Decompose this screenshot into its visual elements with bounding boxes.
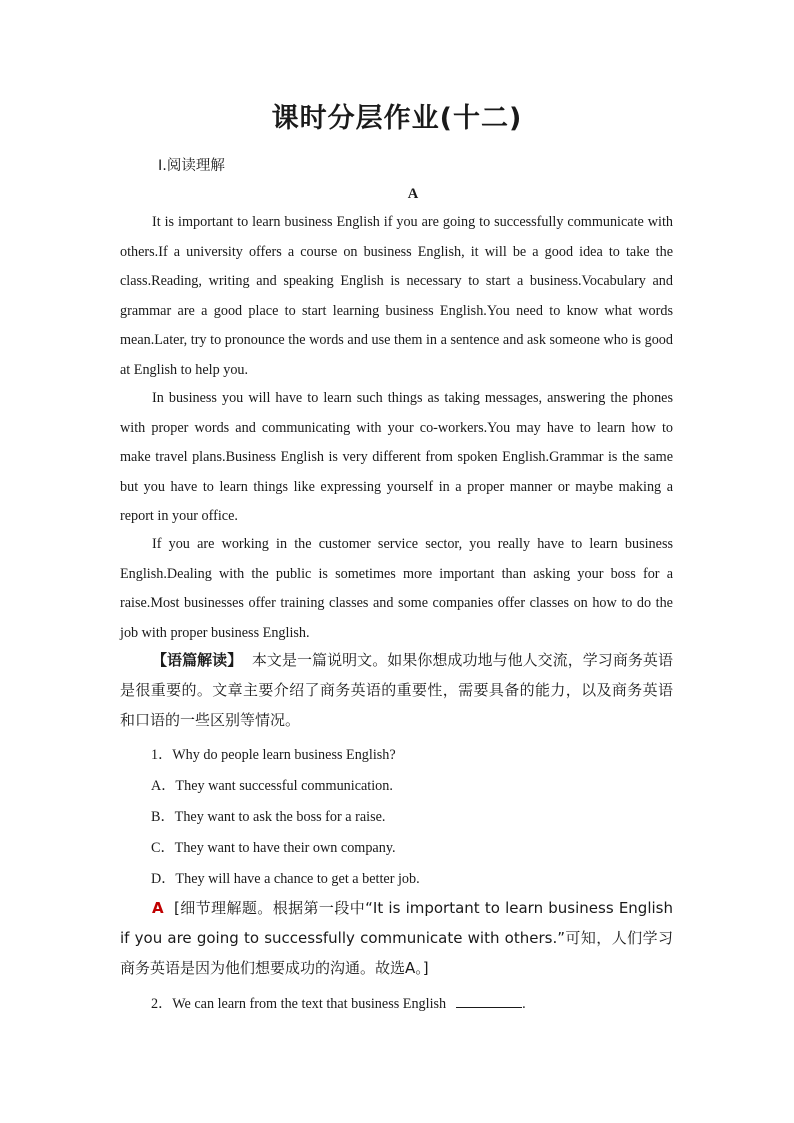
question-1-option-b: B．They want to ask the boss for a raise.	[151, 809, 386, 825]
question-2-period: .	[522, 996, 526, 1012]
section-heading: Ⅰ.阅读理解	[158, 158, 225, 174]
question-1-option-d: D．They will have a chance to get a better job.	[151, 871, 420, 887]
passage-analysis	[120, 645, 673, 735]
question-1-explanation: [细节理解题。根据第一段中“It is important to learn business English if you are going to successfully communicate with others.”可知，人们学习商务英语是因为他们想要成功的沟通。故选A。]	[120, 899, 673, 977]
analysis-text: 本文是一篇说明文。如果你想成功地与他人交流，学习商务英语是很重要的。文章主要介绍了商务英语的重要性，需要具备的能力，以及商务英语和口语的一些区别等情况。	[120, 651, 673, 729]
question-1-option-c: C．They want to have their own company.	[151, 840, 396, 856]
analysis-tag: 【语篇解读】	[152, 651, 243, 669]
question-1-answer: A	[152, 899, 164, 917]
answer-blank	[456, 995, 522, 1008]
question-1-answer-block	[120, 893, 673, 983]
page-title: 课时分层作业(十二)	[271, 103, 523, 134]
passage-paragraph-2: In business you will have to learn such things as taking messages, answering the phones with proper words and communicating with your co-workers.You may have to learn how to make travel plans.Business English is very different from spoken English.Grammar is the same but you have to learn things like expressing yourself in a proper manner or maybe making a report in your office.	[120, 390, 673, 524]
question-1-option-a: A．They want successful communication.	[151, 778, 393, 794]
question-2-stem	[151, 993, 526, 1013]
passage-label: A	[407, 186, 419, 202]
question-1-stem: 1．Why do people learn business English?	[151, 747, 396, 763]
passage-paragraph-3: If you are working in the customer service sector, you really have to learn business English.Dealing with the public is sometimes more important than asking your boss for a raise.Most businesses offer training classes and some companies offer classes on how to do the job with proper business English.	[120, 536, 673, 641]
passage-paragraph-1: It is important to learn business English if you are going to successfully communicate with others.If a university offers a course on business English, it will be a good idea to take the class.Reading, writing and speaking English is necessary to start a business.Vocabulary and grammar are a good place to start learning business English.You need to know what words mean.Later, try to pronounce the words and use them in a sentence and ask someone who is good at English to help you.	[120, 214, 673, 378]
question-2-text: 2．We can learn from the text that business English	[151, 996, 447, 1012]
